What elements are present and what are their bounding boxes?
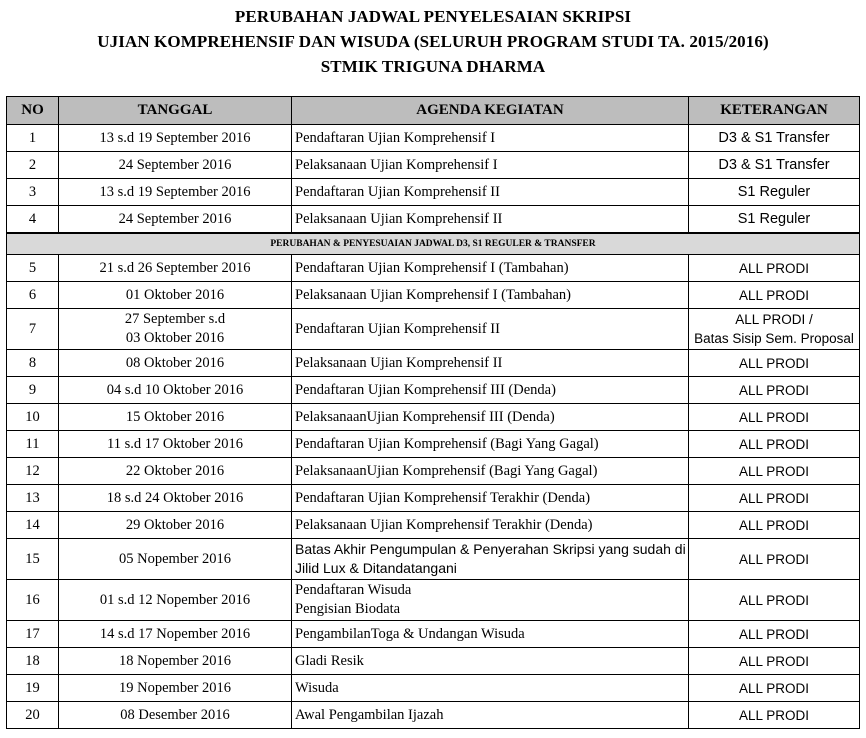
cell-tanggal: 18 s.d 24 Oktober 2016: [59, 485, 292, 512]
cell-tanggal: 19 Nopember 2016: [59, 675, 292, 702]
cell-agenda: [292, 580, 689, 621]
table-row: [7, 648, 860, 675]
cell-agenda: Pendaftaran Ujian Komprehensif (Bagi Yang Gagal): [292, 431, 689, 458]
cell-no: 12: [7, 458, 59, 485]
cell-agenda: Pelaksanaan Ujian Komprehensif I: [292, 152, 689, 179]
cell-no: 7: [7, 309, 59, 350]
cell-no: 11: [7, 431, 59, 458]
cell-agenda: Pendaftaran Ujian Komprehensif I: [292, 125, 689, 152]
cell-keterangan: ALL PRODI: [689, 702, 860, 729]
cell-tanggal: 01 Oktober 2016: [59, 282, 292, 309]
cell-no: 10: [7, 404, 59, 431]
table-row: [7, 309, 860, 350]
header-tanggal: TANGGAL: [59, 97, 292, 125]
cell-agenda-line2: Pengisian Biodata: [295, 601, 401, 617]
table-row: [7, 179, 860, 206]
cell-tanggal-line1: 27 September s.d: [124, 311, 226, 327]
cell-tanggal-line2: 03 Oktober 2016: [125, 330, 225, 346]
cell-keterangan: ALL PRODI: [689, 377, 860, 404]
table-row: [7, 458, 860, 485]
cell-keterangan: ALL PRODI: [689, 648, 860, 675]
table-header-row: [7, 97, 860, 125]
cell-agenda: Awal Pengambilan Ijazah: [292, 702, 689, 729]
cell-agenda: Pelaksanaan Ujian Komprehensif Terakhir (Denda): [292, 512, 689, 539]
cell-no: 3: [7, 179, 59, 206]
table-row: [7, 350, 860, 377]
header-agenda: AGENDA KEGIATAN: [292, 97, 689, 125]
cell-agenda: Pendaftaran Ujian Komprehensif II: [292, 179, 689, 206]
document-header: [0, 4, 866, 79]
cell-tanggal: 18 Nopember 2016: [59, 648, 292, 675]
cell-keterangan: ALL PRODI: [689, 539, 860, 580]
cell-no: 9: [7, 377, 59, 404]
cell-agenda: Pendaftaran Ujian Komprehensif II: [292, 309, 689, 350]
table-row: [7, 152, 860, 179]
table-row: [7, 675, 860, 702]
table-row: [7, 255, 860, 282]
cell-keterangan: ALL PRODI: [689, 621, 860, 648]
cell-no: 6: [7, 282, 59, 309]
cell-tanggal: 24 September 2016: [59, 152, 292, 179]
cell-no: 16: [7, 580, 59, 621]
cell-agenda: Wisuda: [292, 675, 689, 702]
cell-tanggal: 14 s.d 17 Nopember 2016: [59, 621, 292, 648]
header-keterangan: KETERANGAN: [689, 97, 860, 125]
table-row: [7, 539, 860, 580]
cell-agenda: Pendaftaran Ujian Komprehensif III (Denda): [292, 377, 689, 404]
cell-keterangan: S1 Reguler: [689, 206, 860, 234]
title-line-3: STMIK TRIGUNA DHARMA: [320, 57, 546, 76]
cell-keterangan: [689, 309, 860, 350]
cell-agenda: [292, 539, 689, 580]
cell-keterangan: ALL PRODI: [689, 580, 860, 621]
cell-keterangan: ALL PRODI: [689, 282, 860, 309]
cell-tanggal: 21 s.d 26 September 2016: [59, 255, 292, 282]
cell-keterangan: ALL PRODI: [689, 350, 860, 377]
cell-keterangan: ALL PRODI: [689, 431, 860, 458]
cell-tanggal: 29 Oktober 2016: [59, 512, 292, 539]
cell-tanggal: 08 Desember 2016: [59, 702, 292, 729]
cell-no: 13: [7, 485, 59, 512]
cell-agenda: Pelaksanaan Ujian Komprehensif II: [292, 350, 689, 377]
section-separator-row: [7, 233, 860, 255]
table-row: [7, 431, 860, 458]
cell-no: 20: [7, 702, 59, 729]
cell-agenda: Pendaftaran Ujian Komprehensif Terakhir (Denda): [292, 485, 689, 512]
cell-agenda: PelaksanaanUjian Komprehensif III (Denda): [292, 404, 689, 431]
table-row: [7, 485, 860, 512]
cell-no: 5: [7, 255, 59, 282]
cell-agenda: Pelaksanaan Ujian Komprehensif I (Tambahan): [292, 282, 689, 309]
table-row: [7, 621, 860, 648]
cell-tanggal: 13 s.d 19 September 2016: [59, 179, 292, 206]
cell-tanggal: [59, 309, 292, 350]
cell-agenda: PengambilanToga & Undangan Wisuda: [292, 621, 689, 648]
table-row: [7, 282, 860, 309]
table-row: [7, 702, 860, 729]
cell-tanggal: 04 s.d 10 Oktober 2016: [59, 377, 292, 404]
cell-agenda-line1: Pendaftaran Wisuda: [295, 582, 412, 598]
cell-no: 8: [7, 350, 59, 377]
cell-keterangan: ALL PRODI: [689, 458, 860, 485]
cell-keterangan: ALL PRODI: [689, 512, 860, 539]
cell-no: 1: [7, 125, 59, 152]
cell-agenda-line2: Jilid Lux & Ditandatangani: [295, 560, 457, 576]
cell-keterangan-line1: ALL PRODI /: [735, 312, 813, 327]
table-row: [7, 580, 860, 621]
cell-tanggal: 13 s.d 19 September 2016: [59, 125, 292, 152]
cell-tanggal: 15 Oktober 2016: [59, 404, 292, 431]
cell-tanggal: 11 s.d 17 Oktober 2016: [59, 431, 292, 458]
cell-agenda: Pendaftaran Ujian Komprehensif I (Tambahan): [292, 255, 689, 282]
cell-tanggal: 22 Oktober 2016: [59, 458, 292, 485]
cell-no: 17: [7, 621, 59, 648]
table-row: [7, 404, 860, 431]
cell-no: 2: [7, 152, 59, 179]
header-no: NO: [7, 97, 59, 125]
cell-keterangan: ALL PRODI: [689, 485, 860, 512]
cell-no: 19: [7, 675, 59, 702]
title-line-2: UJIAN KOMPREHENSIF DAN WISUDA (SELURUH PROGRAM STUDI TA. 2015/2016): [97, 32, 769, 51]
section-separator-label: PERUBAHAN & PENYESUAIAN JADWAL D3, S1 REGULER & TRANSFER: [7, 233, 860, 255]
cell-no: 4: [7, 206, 59, 234]
cell-keterangan-line2: Batas Sisip Sem. Proposal: [694, 331, 854, 346]
cell-no: 18: [7, 648, 59, 675]
title-line-1: PERUBAHAN JADWAL PENYELESAIAN SKRIPSI: [234, 7, 632, 26]
cell-tanggal: 05 Nopember 2016: [59, 539, 292, 580]
cell-agenda-line1: Batas Akhir Pengumpulan & Penyerahan Skripsi yang sudah di: [295, 541, 686, 557]
table-row: [7, 512, 860, 539]
cell-keterangan: S1 Reguler: [689, 179, 860, 206]
cell-keterangan: ALL PRODI: [689, 675, 860, 702]
cell-agenda: Pelaksanaan Ujian Komprehensif II: [292, 206, 689, 234]
cell-keterangan: ALL PRODI: [689, 255, 860, 282]
cell-no: 15: [7, 539, 59, 580]
cell-tanggal: 01 s.d 12 Nopember 2016: [59, 580, 292, 621]
table-row: [7, 206, 860, 234]
table-row: [7, 377, 860, 404]
cell-keterangan: ALL PRODI: [689, 404, 860, 431]
schedule-table: [6, 96, 860, 729]
cell-keterangan: D3 & S1 Transfer: [689, 152, 860, 179]
cell-keterangan: D3 & S1 Transfer: [689, 125, 860, 152]
cell-tanggal: 24 September 2016: [59, 206, 292, 234]
cell-agenda: Gladi Resik: [292, 648, 689, 675]
cell-agenda: PelaksanaanUjian Komprehensif (Bagi Yang Gagal): [292, 458, 689, 485]
cell-tanggal: 08 Oktober 2016: [59, 350, 292, 377]
table-row: [7, 125, 860, 152]
cell-no: 14: [7, 512, 59, 539]
